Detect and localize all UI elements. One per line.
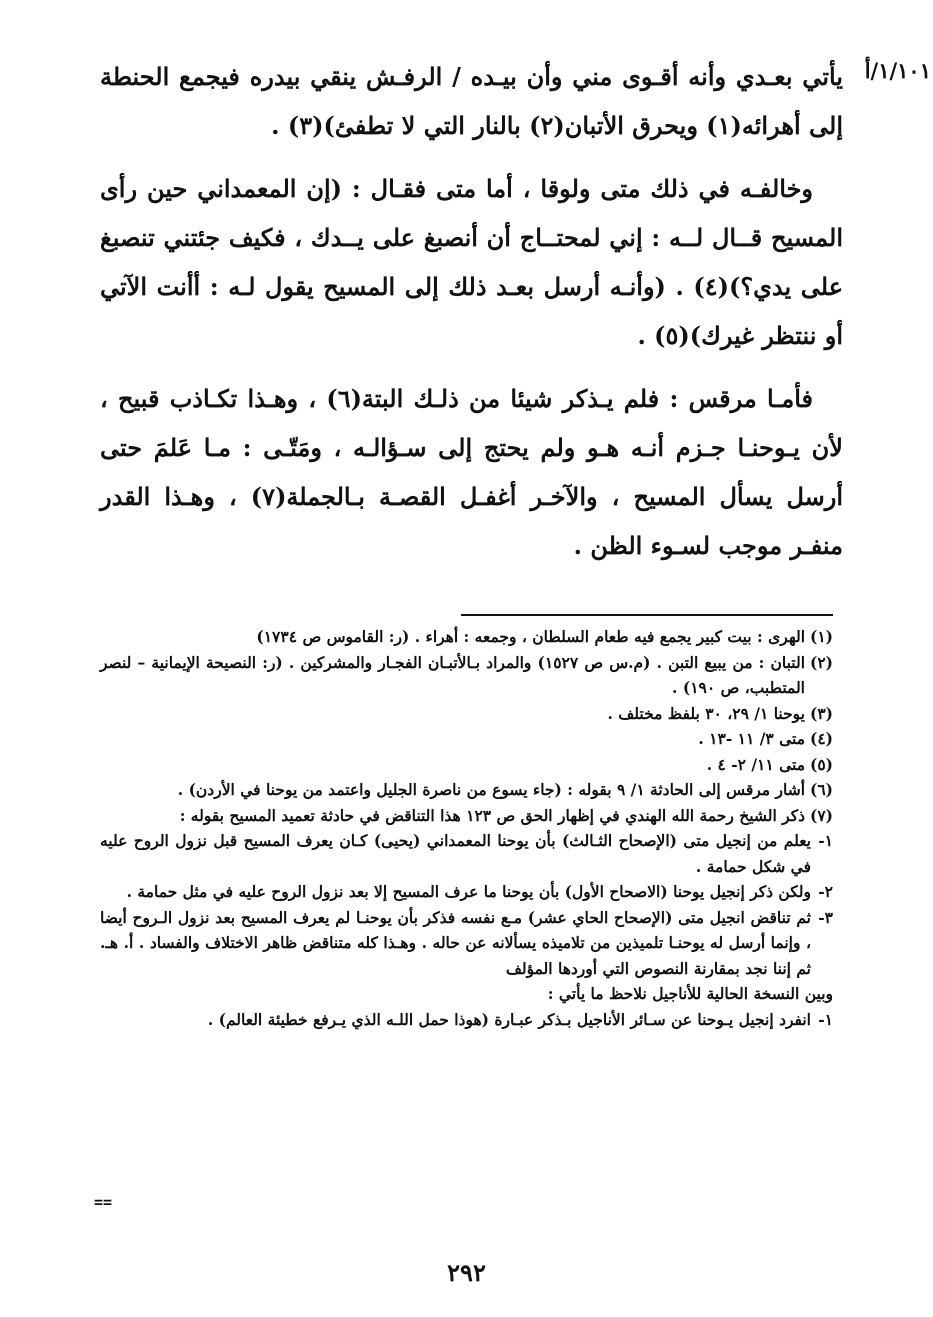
footnote-text: متى ٣/ ١١ -١٣ . <box>698 729 805 748</box>
comparison-item-1 <box>100 1007 833 1033</box>
footnote-text: متى ١١/ ٢- ٤ . <box>706 754 805 774</box>
footnote-divider <box>461 614 833 616</box>
list-item-text: ولكن ذكر إنجيل يوحنا (الاصحاح الأول) بأن يوحنا ما عرف المسيح إلا بعد نزول الروح عليه في مثل حمامة . <box>126 882 811 901</box>
footnote-7 <box>100 803 833 829</box>
list-item-text: ثم تناقض انجيل متى (الإصحاح الحاي عشر) مـع نفسه فذكر بأن يوحنـا لم يعرف المسيح بعد نزول الـروح أيضا ، وإنما أرسل له يوحنـا تلميذين من تلاميذه يسألانه عن حاله . وهـذا كله متناقض ظاهر الاختلاف والفساد . أ. هـ. ثم إننا نجد بمقارنة النصوص التي أوردها المؤلف <box>100 907 811 978</box>
footnote-text: الهرى : بيت كبير يجمع فيه طعام السلطان ، وجمعه : أهراء . (ر: القاموس ص ١٧٣٤) <box>256 627 805 646</box>
footnote-text: يوحنا ١/ ٢٩، ٣٠ بلفظ مختلف . <box>607 703 805 723</box>
main-paragraph-2: وخالفـه في ذلك متى ولوقا ، أما متى فقـال : (إن المعمداني حين رأى المسيح قــال لــه : إني لمحتــاج أن أنصبغ على يــدك ، فكيف جئتني تنصبغ على يدي؟)(٤) . (وأنـه أرسل بعـد ذلك إلى المسيح يقول لـه : أأنت الآتي أو ننتظر غيرك)(٥) . <box>100 174 844 350</box>
footnote-text: أشار مرقس إلى الحادثة ١/ ٩ بقوله : (جاء يسوع من ناصرة الجليل واعتمد من يوحنا في الأردن) . <box>177 780 805 799</box>
list-number: ١- <box>818 831 833 850</box>
footnote-5 <box>100 752 833 778</box>
footnote-4 <box>100 726 833 752</box>
main-paragraph-1: يأتي بعـدي وأنه أقـوى مني وأن بيـده / الرفـش ينقي بيدره فيجمع الحنطة إلى أهرائه(١) ويحرق الأتبان(٢) بالنار التي لا تطفئ)(٣) . <box>100 62 843 140</box>
list-item-text: انفرد إنجيل يـوحنا عن سـائر الأناجيل بـذكر عبـارة (هوذا حمل اللـه الذي يـرفع خطيئة العالم) . <box>207 1009 811 1029</box>
footnote-continuation-text: وبين النسخة الحالية للأناجيل نلاحظ ما يأتي : <box>547 984 833 1003</box>
footnote-6 <box>100 777 833 803</box>
footnote-number: (٣) <box>809 703 833 723</box>
main-body-text <box>100 52 843 584</box>
list-number: ١- <box>818 1009 833 1029</box>
footnote-2 <box>100 650 833 701</box>
footnote-7-item-1 <box>100 828 833 879</box>
footnotes-section <box>100 624 833 1032</box>
footnote-number: (٧) <box>809 805 833 825</box>
main-paragraph-3: فأمـا مرقس : فلم يـذكر شيئا من ذلـك البتة(٦) ، وهـذا تكـاذب قبيح ، لأن يـوحنـا جـزم أنـه هـو ولم يحتج إلى سـؤالـه ، ومَتّـى : مـا عَلمَ حتى أرسل يسأل المسيح ، والآخـر أغفـل القصـة بـالجملة(٧) ، وهـذا القدر منفـر موجب لسـوء الظن . <box>100 384 843 560</box>
footnote-3 <box>100 701 833 727</box>
footnote-number: (٢) <box>810 652 834 672</box>
list-item-text: يعلم من إنجيل متى (الإصحاح الثـالث) بأن يوحنا المعمداني (يحيى) كـان يعرف المسيح قبل نزول الروح عليه في شكل حمامة . <box>100 831 811 876</box>
footnote-1 <box>100 624 833 650</box>
footnote-number: (٥) <box>809 754 833 774</box>
footnote-number: (٤) <box>809 729 833 748</box>
footnote-number: (٦) <box>809 780 833 799</box>
footnote-7-item-3 <box>100 905 833 982</box>
list-number: ٢- <box>818 882 833 901</box>
footnote-number: (١) <box>809 627 833 646</box>
footnote-text: التبان : من يبيع التبن . (م.س ص ١٥٢٧) والمراد بـالأتبـان الفجـار والمشركين . (ر: النصيحة الإيمانية – لنصر المتطبب، ص ١٩٠) . <box>100 652 806 697</box>
manuscript-folio-reference: ١/١٠١/أ <box>864 58 931 83</box>
continued-mark: == <box>94 1193 113 1211</box>
footnote-text: ذكر الشيخ رحمة الله الهندي في إظهار الحق ص ١٢٣ هذا التناقض في حادثة تعميد المسيح بقوله : <box>179 805 805 825</box>
page-number: ٢٩٢ <box>447 1258 486 1287</box>
list-number: ٣- <box>818 907 833 927</box>
footnote-7-item-2 <box>100 879 833 905</box>
